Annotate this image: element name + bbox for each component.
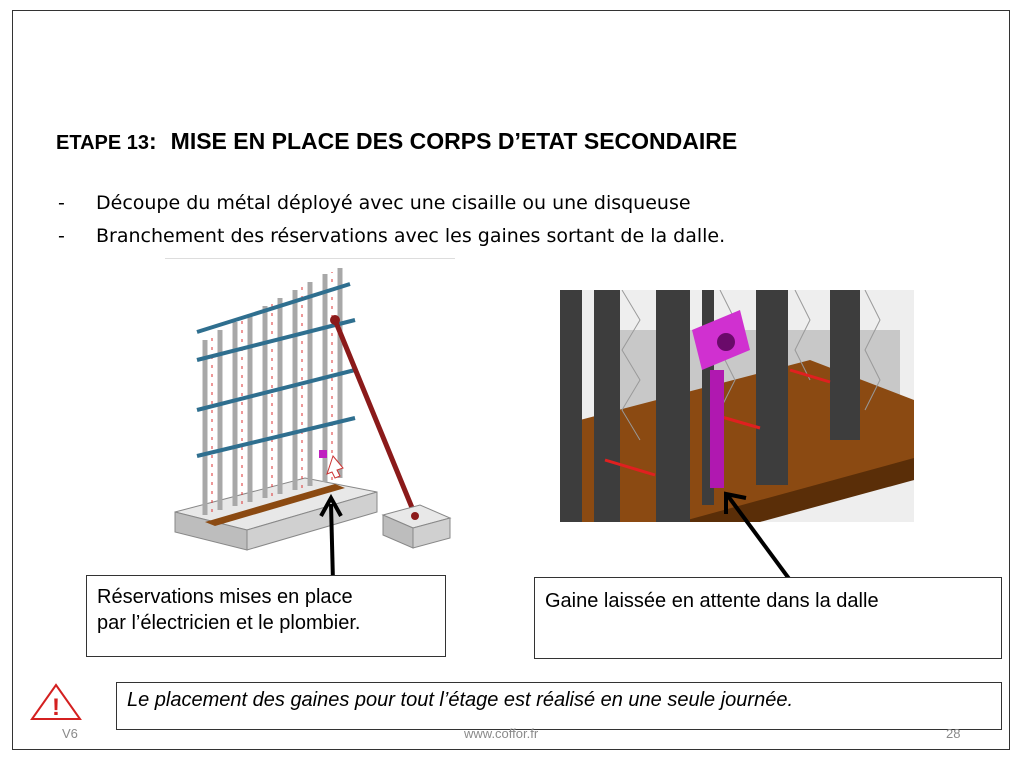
footer-version: V6 (62, 726, 78, 741)
caption-left-line2: par l’électricien et le plombier. (97, 612, 361, 634)
bullet-list (58, 187, 725, 253)
bullet-text: Découpe du métal déployé avec une cisaille ou une disqueuse (96, 192, 691, 214)
footer-website: www.coffor.fr (464, 726, 539, 741)
warning-symbol: ! (52, 694, 60, 721)
pointer-arrow-right (718, 488, 798, 583)
notice-box (116, 682, 1002, 730)
bullet-item (58, 187, 725, 220)
title-colon: : (149, 128, 157, 154)
warning-triangle-icon (30, 683, 82, 721)
footer-page-number: 28 (946, 726, 961, 741)
slide-title (56, 128, 737, 155)
title-main: MISE EN PLACE DES CORPS D’ETAT SECONDAIRE (170, 128, 738, 154)
bullet-dash: - (58, 225, 65, 247)
bullet-dash: - (58, 192, 65, 214)
bullet-text: Branchement des réservations avec les gaines sortant de la dalle. (96, 225, 726, 247)
pointer-arrow-left (315, 490, 355, 585)
bullet-item (58, 220, 725, 253)
caption-left-line1: Réservations mises en place (97, 586, 353, 608)
caption-right-box (534, 577, 1002, 659)
caption-right-text: Gaine laissée en attente dans la dalle (545, 590, 879, 612)
notice-text: Le placement des gaines pour tout l’étage est réalisé en une seule journée. (127, 689, 794, 711)
caption-left-box (86, 575, 446, 657)
image-top-rule (165, 258, 455, 259)
title-step: ETAPE 13 (56, 132, 149, 154)
